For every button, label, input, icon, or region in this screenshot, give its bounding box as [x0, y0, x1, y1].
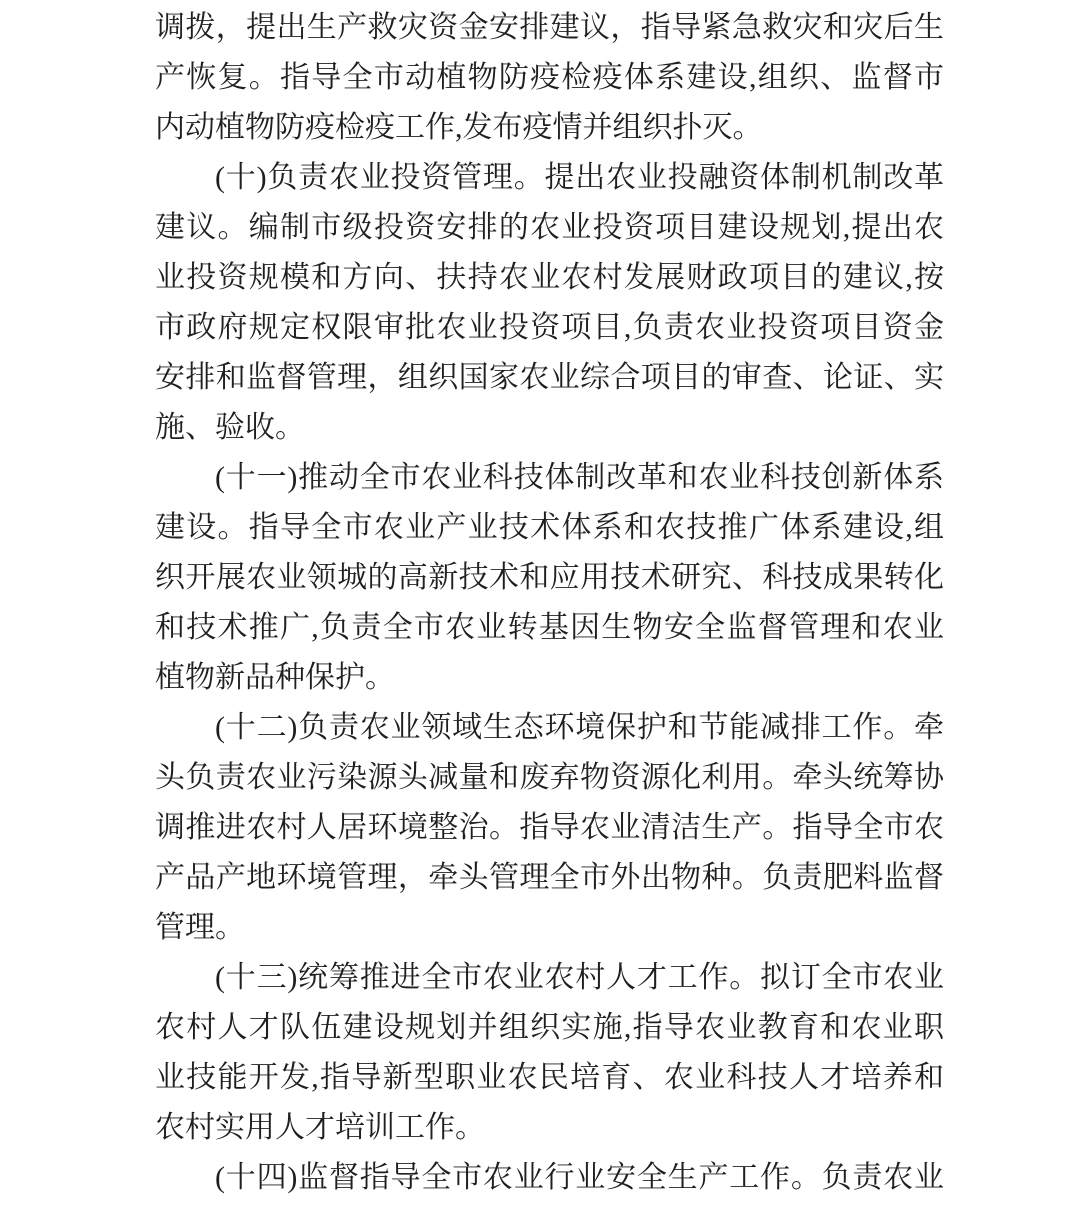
text-line: (十)负责农业投资管理。提出农业投融资体制机制改革 — [215, 161, 944, 194]
text-line: 产品产地环境管理，牵头管理全市外出物种。负责肥料监督 — [155, 861, 944, 894]
text-line: 业投资规模和方向、扶持农业农村发展财政项目的建议,按 — [155, 261, 944, 294]
text-line: (十一)推动全市农业科技体制改革和农业科技创新体系 — [215, 461, 944, 494]
text-line: 织开展农业领城的高新技术和应用技术研究、科技成果转化 — [155, 561, 944, 594]
document-text-block — [155, 3, 944, 1203]
text-line: 内动植物防疫检疫工作,发布疫情并组织扑灭。 — [155, 111, 763, 144]
text-line: 安排和监督管理，组织国家农业综合项目的审查、论证、实 — [155, 361, 944, 394]
text-line: 调推进农村人居环境整治。指导农业清洁生产。指导全市农 — [155, 811, 944, 844]
text-line: 市政府规定权限审批农业投资项目,负责农业投资项目资金 — [155, 311, 944, 344]
text-line: 建议。编制市级投资安排的农业投资项目建设规划,提出农 — [155, 211, 944, 244]
text-line: 产恢复。指导全市动植物防疫检疫体系建设,组织、监督市 — [155, 61, 944, 94]
text-line: 植物新品种保护。 — [155, 661, 395, 694]
text-line: 农村人才队伍建设规划并组织实施,指导农业教育和农业职 — [155, 1011, 944, 1044]
text-line: 调拨，提出生产救灾资金安排建议，指导紧急救灾和灾后生 — [155, 11, 944, 44]
text-line: 业技能开发,指导新型职业农民培育、农业科技人才培养和 — [155, 1061, 944, 1094]
text-line: 管理。 — [155, 911, 245, 944]
text-line: 施、验收。 — [155, 411, 305, 444]
text-line: 和技术推广,负责全市农业转基因生物安全监督管理和农业 — [155, 611, 944, 644]
text-line: (十二)负责农业领域生态环境保护和节能减排工作。牵 — [215, 711, 944, 744]
text-line: 农村实用人才培训工作。 — [155, 1111, 485, 1144]
text-line: 头负责农业污染源头减量和废弃物资源化利用。牵头统筹协 — [155, 761, 944, 794]
text-line: 建设。指导全市农业产业技术体系和农技推广体系建设,组 — [155, 511, 944, 544]
text-line: (十四)监督指导全市农业行业安全生产工作。负责农业 — [215, 1161, 944, 1194]
text-line: (十三)统筹推进全市农业农村人才工作。拟订全市农业 — [215, 961, 944, 994]
